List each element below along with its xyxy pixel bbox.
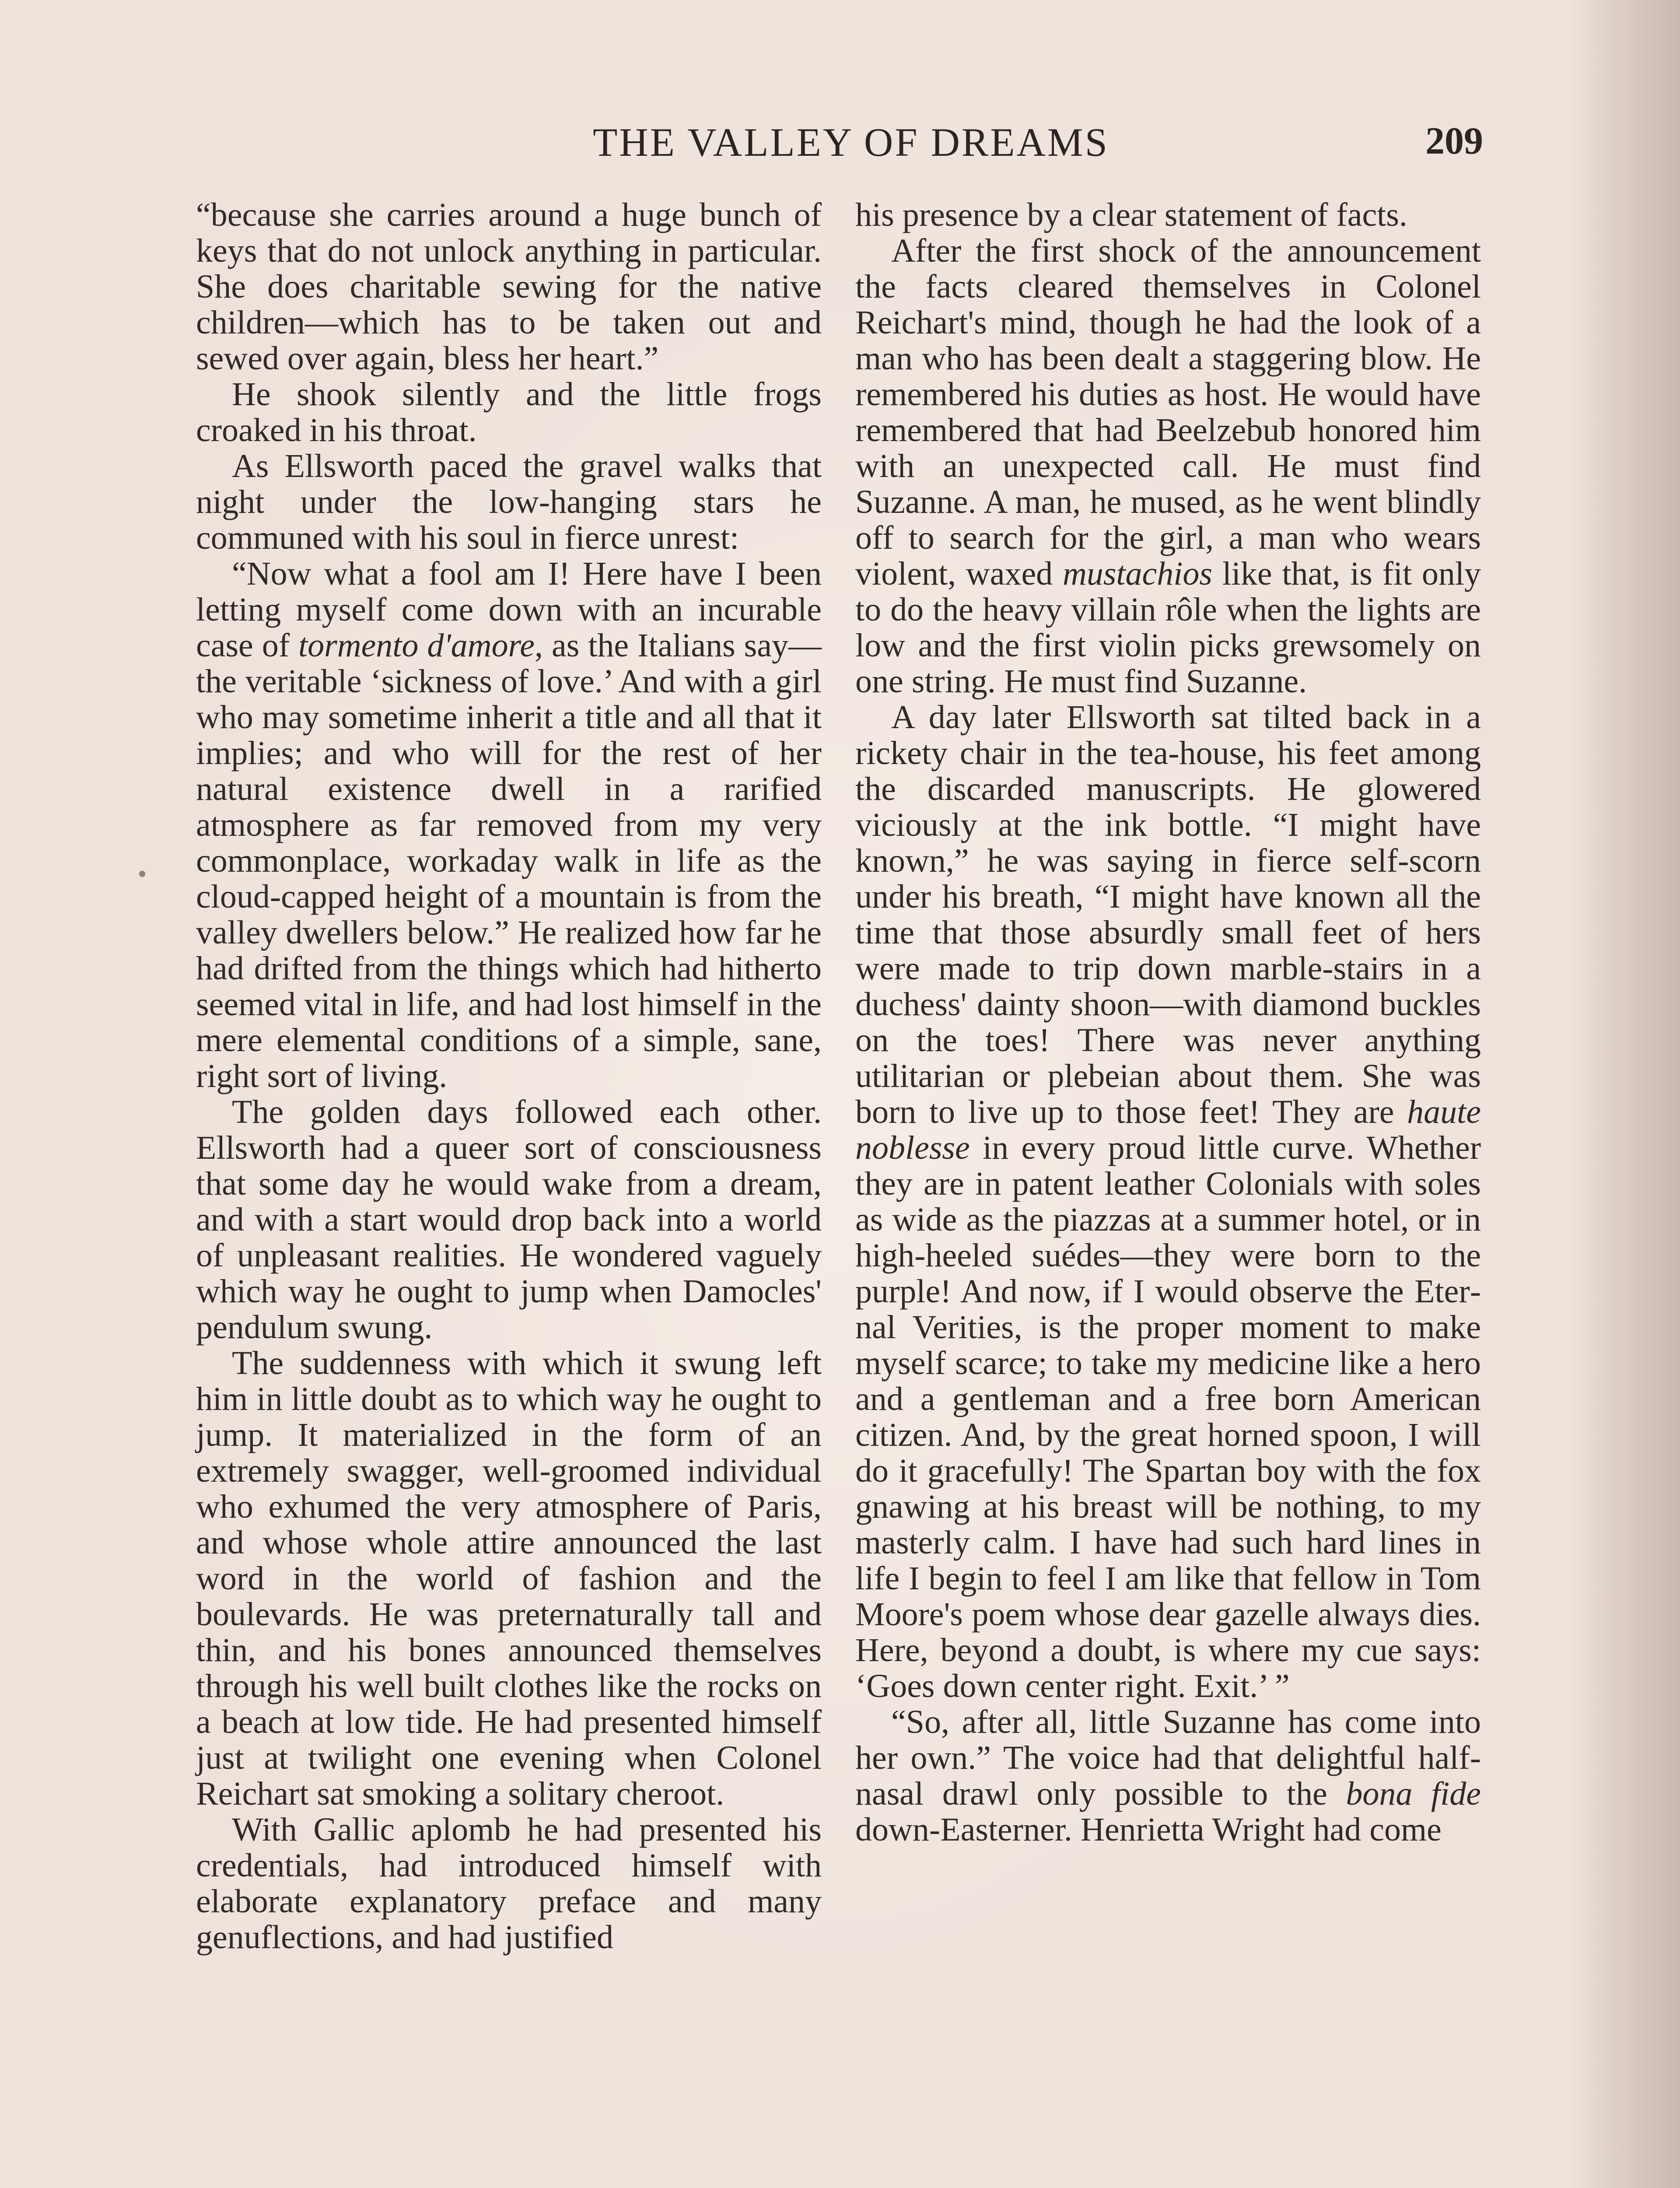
paragraph [855,1704,1481,1848]
italic-phrase: haute noblesse [855,1094,1481,1166]
paragraph [196,556,822,1094]
text-run: A day later Ellsworth sat tilted back in a rickety chair in the tea-house, his feet among the discarded manuscripts. He glowered viciously at the ink bottle. “I might have known,” he was saying in fierce self-scorn under his breath, “I might have known all the time that those absurdly small feet of hers were made to trip down marble-stairs in a duchess' dainty shoon—with diamond buckles on the toes! There was never anything utilitarian or plebeian about them. She was born to live up to those feet! They are [855,699,1481,1130]
paragraph: As Ellsworth paced the gravel walks that night under the low-hanging stars he communed with his soul in fierce unrest: [196,448,822,556]
page-number: 209 [1425,120,1483,162]
paragraph: The golden days followed each other. Ellsworth had a queer sort of consciousness that some day he would wake from a dream, and with a start would drop back into a world of unpleasant realities. He wondered vaguely which way he ought to jump when Damocles' pendulum swung. [196,1094,822,1346]
text-run: like that, is fit only to do the heavy villain rôle when the lights are low and the first violin picks grewsomely on one string. He must find Suzanne. [855,555,1481,700]
paragraph [855,233,1481,699]
italic-phrase: tormento d'amore [298,627,535,664]
italic-phrase: mustachios [1062,555,1212,592]
text-column-left [196,197,822,1955]
scan-speck [139,871,145,877]
text-run: After the first shock of the announcement the facts cleared themselves in Colonel Reichart's mind, though he had the look of a man who has been dealt a staggering blow. He remembered his duties as host. He would have remembered that had Beelzebub honored him with an unexpected call. He must find Suzanne. A man, he mused, as he went blindly off to search for the girl, a man who wears violent, waxed [855,232,1481,592]
paragraph: “because she carries around a huge bunch of keys that do not unlock anything in particular. She does charitable sewing for the native children—which has to be taken out and sewed over again, bless her heart.” [196,196,822,377]
running-head [0,119,1680,167]
paragraph: He shook silently and the little frogs croaked in his throat. [196,376,822,449]
text-run: “So, after all, little Suzanne has come into her own.” The voice had that delightful half-nasal drawl only possible to the [855,1704,1481,1812]
paragraph [855,699,1481,1704]
text-run: , as the Italians say—the veritable ‘sickness of love.’ And with a girl who may sometime inherit a title and all that it implies; and who will for the rest of her natural existence dwell in a rarified atmosphere as far removed from my very commonplace, workaday walk in life as the cloud-capped height of a mountain is from the valley dwellers below.” He realized how far he had drifted from the things which had hitherto seemed vital in life, and had lost himself in the mere elemental conditions of a simple, sane, right sort of living. [196,627,822,1094]
paragraph: With Gallic aplomb he had presented his credentials, had introduced himself with elaborate explanatory preface and many genuflections, and had justified [196,1811,822,1956]
page-title: THE VALLEY OF DREAMS [593,120,1109,165]
paragraph: The suddenness with which it swung left him in little doubt as to which way he ought to jump. It materialized in the form of an extremely swagger, well-groomed individual who exhumed the very atmosphere of Paris, and whose whole attire announced the last word in the world of fashion and the boulevards. He was preternaturally tall and thin, and his bones announced themselves through his well built clothes like the rocks on a beach at low tide. He had presented himself just at twilight one evening when Colonel Reichart sat smoking a solitary cheroot. [196,1345,822,1812]
text-run: in every proud little curve. Whether they are in patent leather Colonials with soles as wide as the piazzas at a summer hotel, or in high-heeled suédes—they were born to the purple! And now, if I would observe the Eternal Verities, is the proper moment to make myself scarce; to take my medicine like a hero and a gentleman and a free born American citizen. And, by the great horned spoon, I will do it gracefully! The Spartan boy with the fox gnawing at his breast will be nothing, to my masterly calm. I have had such hard lines in life I begin to feel I am like that fellow in Tom Moore's poem whose dear gazelle always dies. Here, beyond a doubt, is where my cue says: ‘Goes down center right. Exit.’ ” [855,1129,1481,1704]
text-run: down-Easterner. Henrietta Wright had come [855,1811,1442,1848]
italic-phrase: bona fide [1346,1775,1481,1812]
text-run: “Now what a fool am I! Here have I been letting myself come down with an incurable case of [196,555,822,664]
text-column-right [855,197,1481,1848]
paragraph: his presence by a clear statement of facts. [855,196,1407,233]
